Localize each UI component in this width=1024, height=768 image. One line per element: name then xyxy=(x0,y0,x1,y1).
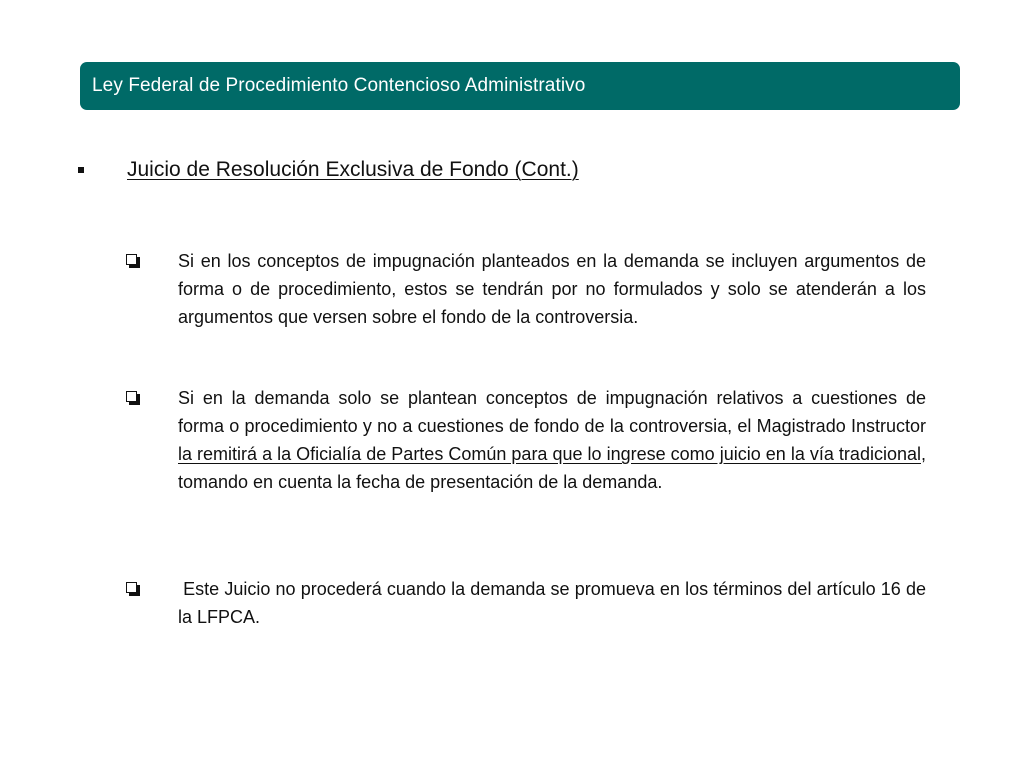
section-heading-row xyxy=(78,158,579,182)
underlined-text: la remitirá a la Oficialía de Partes Común para que lo ingrese como juicio en la vía tradicional xyxy=(178,444,921,464)
checkbox-icon xyxy=(126,389,142,405)
list-item xyxy=(126,384,926,496)
header-bar xyxy=(80,62,960,110)
section-heading: Juicio de Resolución Exclusiva de Fondo (Cont.) xyxy=(127,158,579,181)
list-item xyxy=(126,247,926,331)
list-item-text: Este Juicio no procederá cuando la demanda se promueva en los términos del artículo 16 de la LFPCA. xyxy=(178,579,932,627)
list-item-text-start: Si en la demanda solo se plantean conceptos de impugnación relativos a cuestiones de forma o procedimiento y no a cuestiones de fondo de la controversia, el Magistrado Instructor xyxy=(178,388,926,436)
list-item xyxy=(126,575,932,631)
list-item-text-end: , tomando en cuenta la fecha de presentación de la demanda. xyxy=(178,444,926,492)
square-bullet-icon xyxy=(78,167,84,173)
list-item-text: Si en los conceptos de impugnación planteados en la demanda se incluyen argumentos de forma o de procedimiento, estos se tendrán por no formulados y solo se atenderán a los argumentos que versen sobre el fondo de la controversia. xyxy=(178,251,926,327)
page-title: Ley Federal de Procedimiento Contencioso Administrativo xyxy=(92,75,586,96)
list-item-text xyxy=(178,384,926,496)
checkbox-icon xyxy=(126,580,142,596)
checkbox-icon xyxy=(126,252,142,268)
